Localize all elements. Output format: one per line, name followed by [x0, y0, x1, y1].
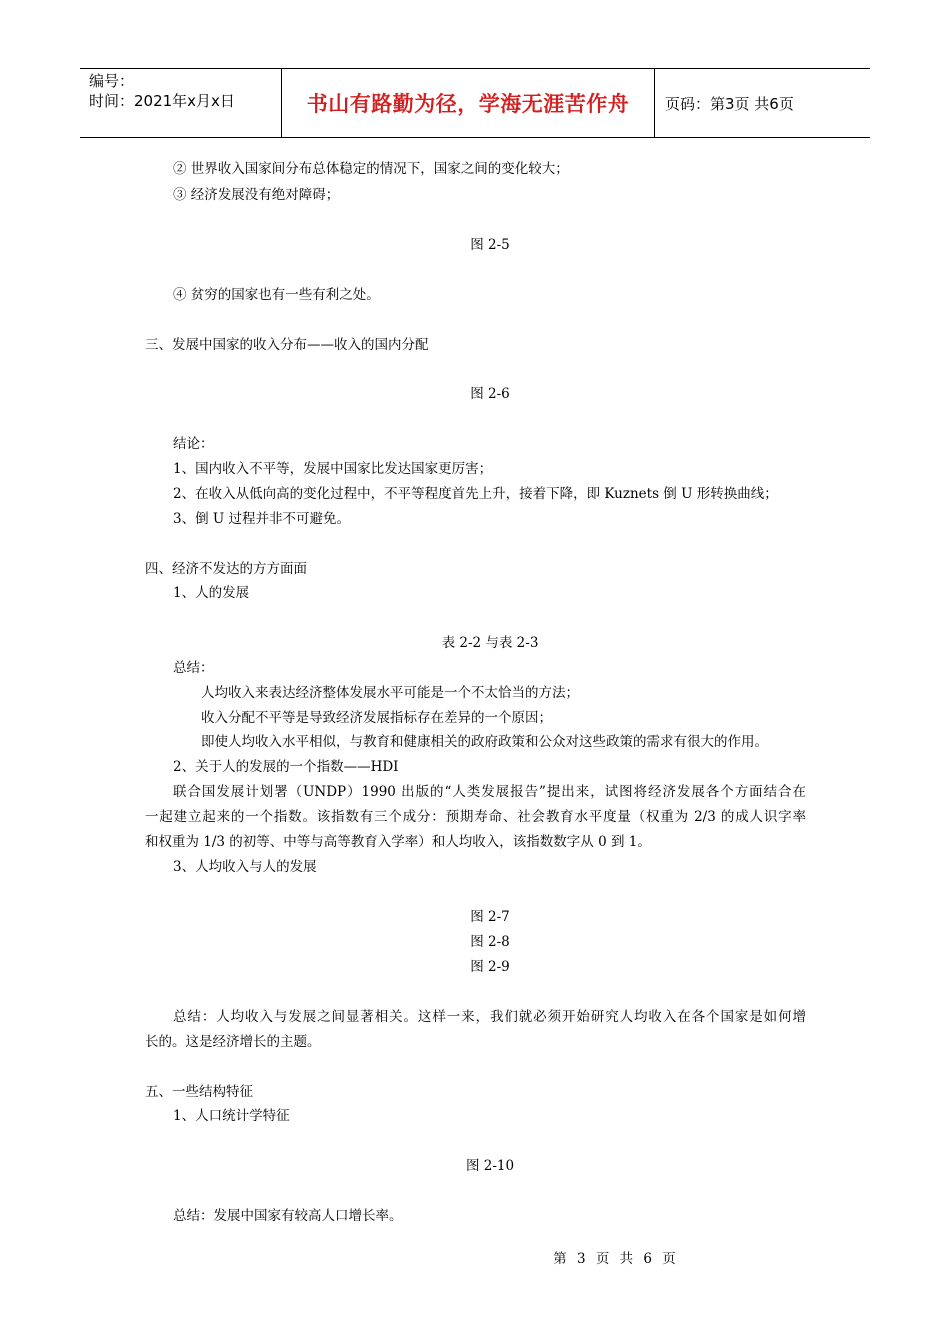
summary-item: 即使人均收入水平相似，与教育和健康相关的政府政策和公众对这些政策的需求有很大的作用。	[201, 734, 768, 750]
section-heading: 五、一些结构特征	[145, 1084, 253, 1100]
summary-item: 人均收入来表达经济整体发展水平可能是一个不太恰当的方法；	[201, 685, 579, 701]
header-motto: 书山有路勤为径，学海无涯苦作舟	[282, 69, 655, 137]
subsection-heading: 2、关于人的发展的一个指数——HDI	[173, 759, 399, 775]
paragraph-line: 一起建立起来的一个指数。该指数有三个成分：预期寿命、社会教育水平度量（权重为 2/3 的成人识字率	[145, 809, 806, 825]
figure-caption: 图 2-6	[470, 386, 510, 402]
paragraph-line: 总结：人均收入与发展之间显著相关。这样一来，我们就必须开始研究人均收入在各个国家是如何增	[173, 1009, 806, 1025]
header-page-label: 页码：第3页 共6页	[665, 94, 794, 113]
list-item: 2、在收入从低向高的变化过程中，不平等程度首先上升，接着下降，即 Kuznets 倒 U 形转换曲线；	[173, 486, 778, 502]
page-footer: 第 3 页 共 6 页	[553, 1251, 679, 1267]
header-meta	[80, 69, 282, 137]
body-line: ③ 经济发展没有绝对障碍；	[173, 187, 340, 203]
section-heading: 三、发展中国家的收入分布——收入的国内分配	[145, 337, 429, 353]
section-heading: 四、经济不发达的方方面面	[145, 561, 307, 577]
figure-caption: 图 2-10	[465, 1158, 515, 1174]
figure-caption: 图 2-8	[470, 934, 510, 950]
list-item: 1、国内收入不平等，发展中国家比发达国家更厉害；	[173, 461, 493, 477]
summary-item: 收入分配不平等是导致经济发展指标存在差异的一个原因；	[201, 710, 552, 726]
figure-caption: 图 2-9	[470, 959, 510, 975]
header-table	[80, 68, 870, 138]
figure-caption: 图 2-7	[470, 909, 510, 925]
body-line: ④ 贫穷的国家也有一些有利之处。	[173, 287, 380, 303]
subsection-heading: 1、人的发展	[173, 585, 250, 601]
subsection-heading: 1、人口统计学特征	[173, 1108, 290, 1124]
summary-title: 总结：	[173, 660, 214, 676]
doc-date-label: 时间：2021年x月x日	[89, 92, 235, 110]
subsection-heading: 3、人均收入与人的发展	[173, 859, 317, 875]
doc-id-label: 编号：	[89, 72, 135, 90]
summary-line: 总结：发展中国家有较高人口增长率。	[173, 1208, 403, 1224]
body-line: ② 世界收入国家间分布总体稳定的情况下，国家之间的变化较大；	[173, 161, 569, 177]
paragraph-line: 长的。这是经济增长的主题。	[145, 1034, 321, 1050]
table-caption: 表 2-2 与表 2-3	[441, 635, 539, 651]
paragraph-line: 联合国发展计划署（UNDP）1990 出版的“人类发展报告”提出来，试图将经济发展各个方面结合在	[173, 784, 806, 800]
figure-caption: 图 2-5	[470, 237, 510, 253]
conclusion-title: 结论：	[173, 436, 214, 452]
paragraph-line: 和权重为 1/3 的初等、中等与高等教育入学率）和人均收入，该指数数字从 0 到 1。	[145, 834, 651, 850]
list-item: 3、倒 U 过程并非不可避免。	[173, 511, 351, 527]
